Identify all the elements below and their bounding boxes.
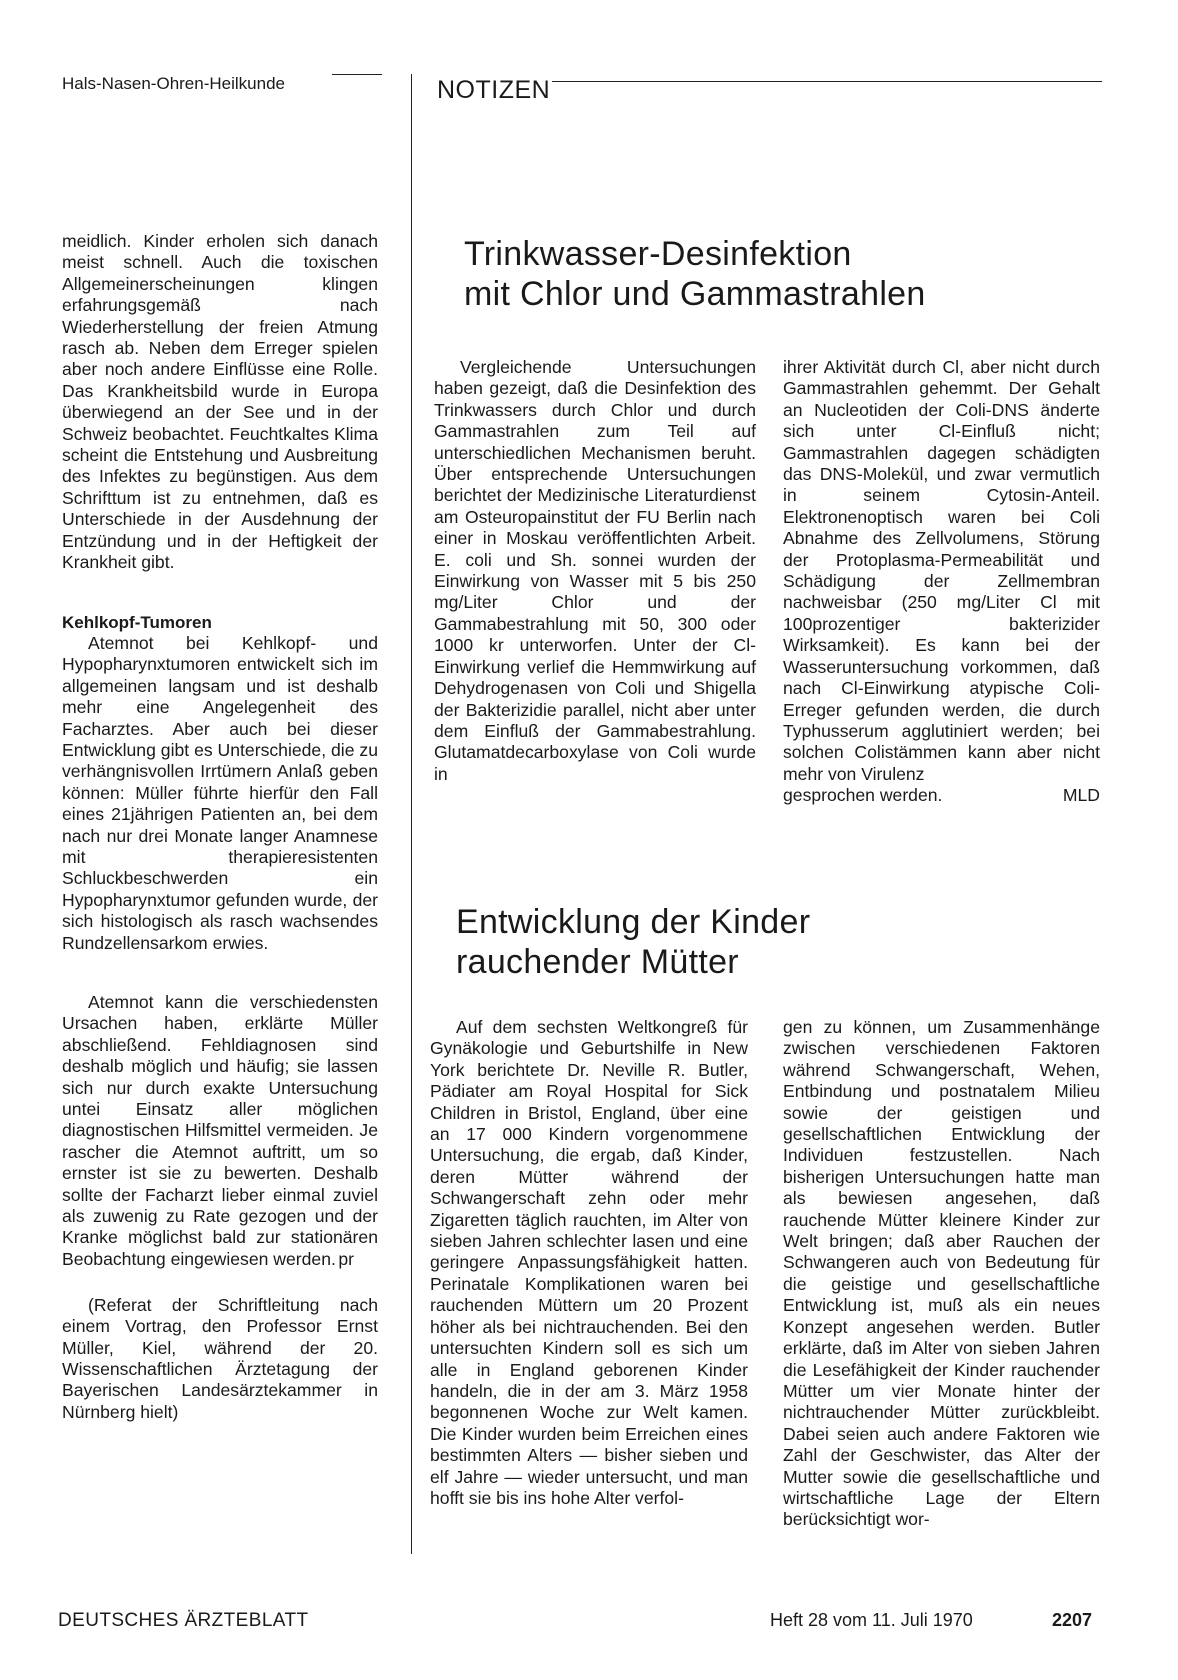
- article2-col2-text: gen zu können, um Zusammenhänge zwischen verschiedenen Faktoren während Schwangerschaft, Wehen, Entbindung und postnatalem Milieu sowie der geistigen und gesellschaftlichen Entwicklung der Individuen festzustellen. Nach bisherigen Untersuchungen hatte man als bewiesen angesehen, daß rauchende Mütter kleinere Kinder zur Welt bringen; daß aber Rauchen der Schwangeren auch von Bedeutung für die geistige und gesellschaftliche Entwicklung ist, muß als ein neues Konzept angesehen werden. Butler erklärte, daß im Alter von sieben Jahren die Lesefähigkeit der Kinder rauchender Mütter um vier Monate hinter der nichtrauchender Mütter zurückbleibt. Dabei seien auch andere Faktoren wie Zahl der Geschwister, das Alter der Mutter sowie die gesellschaftliche und wirtschaftliche Lage der Eltern berücksichtigt wor-: [783, 1017, 1100, 1530]
- left-para-4: (Referat der Schriftleitung nach einem Vortrag, den Professor Ernst Müller, Kiel, während der 20. Wissenschaftlichen Ärztetagung der Bayerischen Landesärztekammer in Nürnberg hielt): [62, 1294, 378, 1422]
- article1-title-line2: mit Chlor und Gammastrahlen: [464, 275, 926, 313]
- left-para-3: Atemnot kann die verschiedensten Ursachen haben, erklärte Müller abschließend. Fehldiagnosen sind deshalb möglich und häufig; sie lassen sich nur durch exakte Untersuchung untei Einsatz aller möglichen diagnostischen Hilfsmittel vermeiden. Je rascher die Atemnot auftritt, um so ernster ist sie zu bewerten. Deshalb sollte der Facharzt lieber einmal zuviel als zuwenig zu Rate gezogen und der Kranke möglichst bald zur stationären Beobachtung eingewiesen werden.: [62, 992, 378, 1269]
- article1-col2-last: gesprochen werden.: [783, 785, 943, 806]
- article1-col2: [783, 357, 1100, 807]
- article1-title: [464, 234, 926, 314]
- article2-col1: [430, 1017, 748, 1509]
- footer-issue: Heft 28 vom 11. Juli 1970: [770, 1610, 973, 1630]
- footer-page-number: 2207: [1052, 1610, 1093, 1630]
- subheading-kehlkopf: Kehlkopf-Tumoren: [62, 612, 212, 632]
- article1-col1-text: Vergleichende Untersuchungen haben gezeigt, daß die Desinfektion des Trinkwassers durch Chlor und durch Gammastrahlen zum Teil auf unterschiedlichen Mechanismen beruht. Über entsprechende Untersuchungen berichtet der Medizinische Literaturdienst am Osteuropainstitut der FU Berlin nach einer in Moskau veröffentlichten Arbeit. E. coli und Sh. sonnei wurden der Einwirkung von Wasser mit 5 bis 250 mg/Liter Chlor und der Gammabestrahlung mit 50, 300 oder 1000 kr unterworfen. Unter der Cl-Einwirkung verlief die Hemmwirkung auf Dehydrogenasen von Coli und Shigella der Bakterizidie parallel, nicht aber unter dem Einfluß der Gammabestrahlung. Glutamatdecarboxylase von Coli wurde in: [434, 357, 756, 784]
- article2-title-line2: rauchender Mütter: [456, 943, 739, 981]
- article1-col2-text: ihrer Aktivität durch Cl, aber nicht durch Gammastrahlen gehemmt. Der Gehalt an Nucleotiden der Coli-DNS änderte sich unter Cl-Einfluß nicht; Gammastrahlen dagegen schädigten das DNS-Molekül, und zwar vermutlich in seinem Cytosin-Anteil. Elektronenoptisch waren bei Coli Abnahme des Zellvolumens, Störung der Protoplasma-Permeabilität und Schädigung der Zellmembran nachweisbar (250 mg/Liter Cl mit 100prozentiger bakterizider Wirksamkeit). Es kann bei der Wasseruntersuchung vorkommen, daß nach Cl-Einwirkung atypische Coli-Erreger gefunden werden, die durch Typhusserum agglutiniert werden; bei solchen Colistämmen kann aber nicht mehr von Virulenz: [783, 357, 1100, 784]
- article1-title-line1: Trinkwasser-Desinfektion: [464, 235, 852, 273]
- left-para-2: Atemnot bei Kehlkopf- und Hypopharynxtumoren entwickelt sich im allgemeinen langsam und ist deshalb mehr eine Angelegenheit des Facharztes. Aber auch bei dieser Entwicklung gibt es Unterschiede, die zu verhängnisvollen Irrtümern Anlaß geben können: Müller führte hierfür den Fall eines 21jährigen Patienten an, bei dem nach nur drei Monate langer Anamnese mit therapieresistenten Schluckbeschwerden ein Hypopharynxtumor gefunden wurde, der sich histologisch als rasch wachsendes Rundzellensarkom erwies.: [62, 632, 378, 953]
- article2-title-line1: Entwicklung der Kinder: [456, 903, 811, 941]
- article2-title: [456, 902, 810, 982]
- article1-col1: [434, 357, 756, 785]
- section-label-left: Hals-Nasen-Ohren-Heilkunde: [62, 74, 285, 93]
- header-rule-left: [332, 74, 382, 75]
- footer-journal: DEUTSCHES ÄRZTEBLATT: [58, 1610, 309, 1631]
- left-para-3-signature: pr: [338, 1249, 354, 1270]
- left-column: [62, 231, 378, 1423]
- article2-col2: [783, 1017, 1100, 1531]
- article1-signature: MLD: [1062, 785, 1100, 806]
- left-para-1: meidlich. Kinder erholen sich danach meist schnell. Auch die toxischen Allgemeinerscheinungen klingen erfahrungsgemäß nach Wiederherstellung der freien Atmung rasch ab. Neben dem Erreger spielen aber noch andere Einflüsse eine Rolle. Das Krankheitsbild wurde in Europa überwiegend an der See und in der Schweiz beobachtet. Feuchtkaltes Klima scheint die Entstehung und Ausbreitung des Infektes zu begünstigen. Aus dem Schrifttum ist zu entnehmen, daß es Unterschiede in der Ausdehnung der Entzündung und in der Heftigkeit der Krankheit gibt.: [62, 231, 378, 573]
- article2-col1-text: Auf dem sechsten Weltkongreß für Gynäkologie und Geburtshilfe in New York berichtete Dr. Neville R. Butler, Pädiater am Royal Hospital for Sick Children in Bristol, England, über eine an 17 000 Kindern vorgenommene Untersuchung, die ergab, daß Kinder, deren Mütter während der Schwangerschaft zehn oder mehr Zigaretten täglich rauchten, im Alter von sieben Jahren schlechter lasen und eine geringere Anpassungsfähigkeit hatten. Perinatale Komplikationen waren bei rauchenden Müttern um 20 Prozent höher als bei nichtrauchenden. Bei den untersuchten Kindern soll es sich um alle in England geborenen Kinder handeln, die in der am 3. März 1958 begonnenen Woche zur Welt kamen. Die Kinder wurden beim Erreichen eines bestimmten Alters — bisher sieben und elf Jahre — wieder untersucht, und man hofft sie bis ins hohe Alter verfol-: [430, 1017, 748, 1508]
- column-divider: [411, 74, 412, 1554]
- section-label-notizen: NOTIZEN: [437, 76, 551, 104]
- header-rule-right: [552, 81, 1102, 82]
